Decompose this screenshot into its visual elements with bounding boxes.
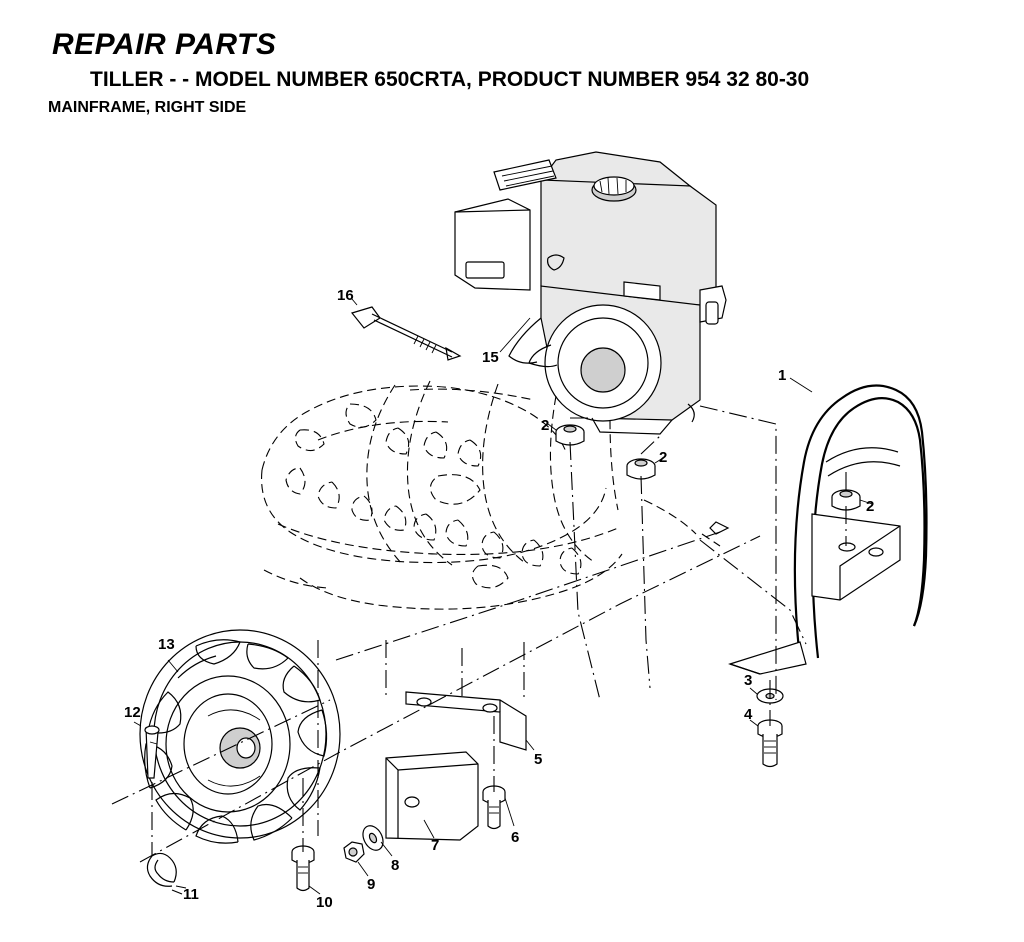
callout-3: 3 bbox=[744, 672, 753, 689]
cable-tie-part-16 bbox=[352, 299, 460, 360]
callout-4: 4 bbox=[744, 706, 753, 723]
callout-11: 11 bbox=[183, 886, 199, 903]
callout-2a: 2 bbox=[541, 417, 550, 434]
callout-7: 7 bbox=[431, 837, 440, 854]
bumper-bar-part-1 bbox=[730, 378, 927, 674]
callout-12: 12 bbox=[124, 704, 141, 721]
section-title: MAINFRAME, RIGHT SIDE bbox=[48, 99, 247, 116]
bracket-part-5 bbox=[406, 692, 534, 750]
callout-9: 9 bbox=[367, 876, 376, 893]
hairpin-clip-part-11 bbox=[147, 853, 186, 894]
callout-15: 15 bbox=[482, 349, 499, 366]
callout-1: 1 bbox=[778, 367, 787, 384]
callout-13: 13 bbox=[158, 636, 175, 653]
callout-8: 8 bbox=[391, 857, 400, 874]
washer-part-3 bbox=[750, 688, 783, 703]
lock-nut-part-9 bbox=[344, 842, 368, 876]
callout-16: 16 bbox=[337, 287, 354, 304]
callout-6: 6 bbox=[511, 829, 520, 846]
wheel-assembly-part-13 bbox=[140, 630, 340, 843]
bolt-part-6 bbox=[483, 786, 514, 829]
callout-2c: 2 bbox=[866, 498, 875, 515]
flange-nut-part-2b bbox=[627, 458, 663, 479]
engine-shield-part-7 bbox=[386, 752, 478, 840]
model-subtitle: TILLER - - MODEL NUMBER 650CRTA, PRODUCT NUMBER 954 32 80-30 bbox=[90, 68, 810, 91]
bolt-part-10 bbox=[292, 846, 320, 894]
bolt-part-4 bbox=[750, 720, 782, 767]
callout-5: 5 bbox=[534, 751, 543, 768]
flange-nut-part-2a bbox=[548, 424, 584, 445]
callout-2b: 2 bbox=[659, 449, 668, 466]
page-title: REPAIR PARTS bbox=[52, 28, 277, 61]
callout-10: 10 bbox=[316, 894, 333, 911]
